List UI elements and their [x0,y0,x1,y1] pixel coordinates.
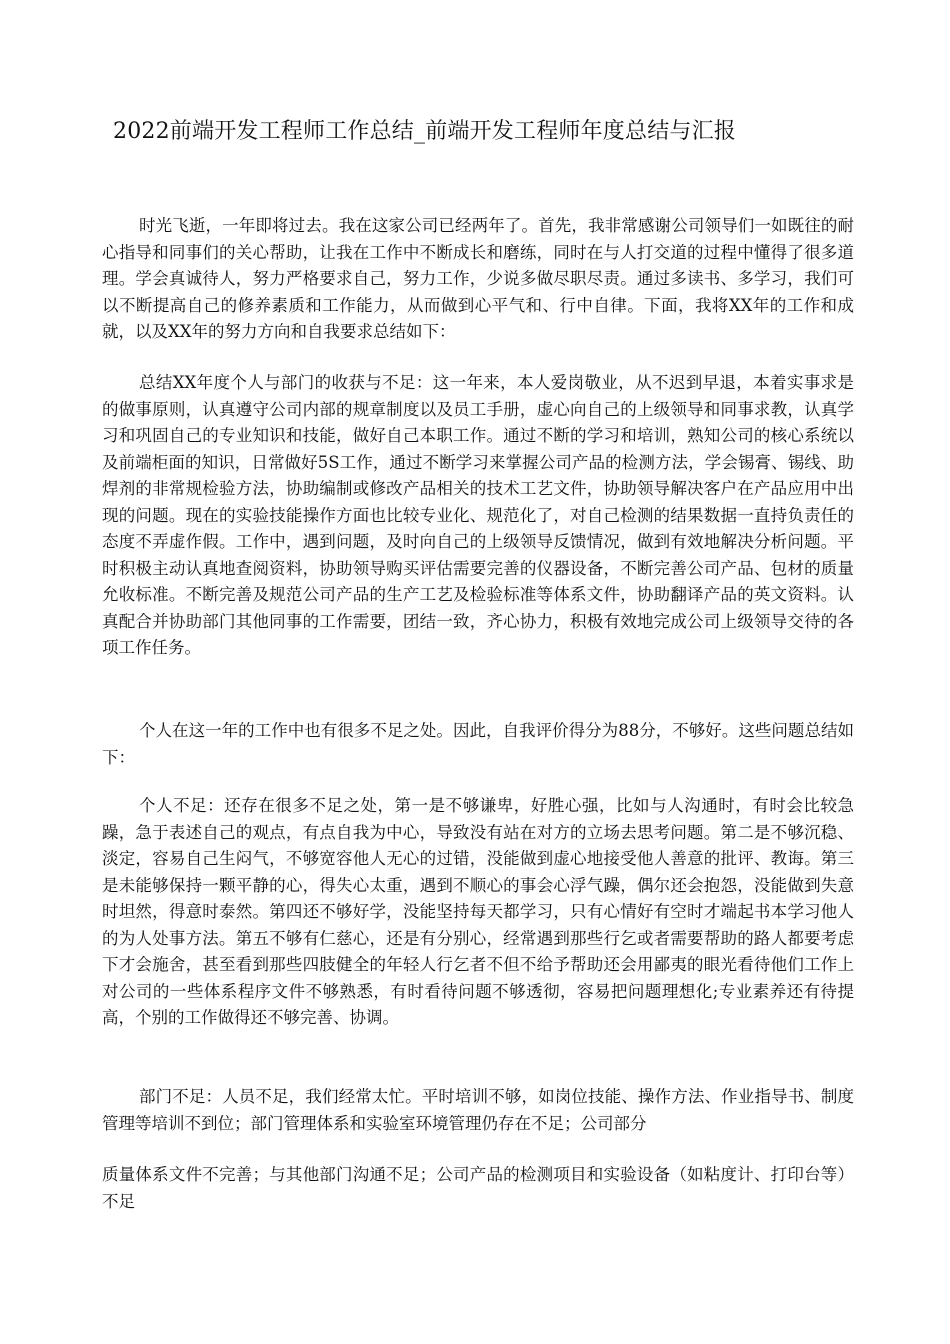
paragraph-department-shortcomings-continued: 质量体系文件不完善；与其他部门沟通不足；公司产品的检测项目和实验设备（如粘度计、打印台等）不足 [102,1165,854,1211]
paragraph-annual-summary: 总结XX年度个人与部门的收获与不足：这一年来，本人爱岗敬业，从不迟到早退，本着实事求是的做事原则，认真遵守公司内部的规章制度以及员工手册，虚心向自己的上级领导和同事求教，认真学习和巩固自己的专业知识和技能，做好自己本职工作。通过不断的学习和培训，熟知公司的核心系统以及前端柜面的知识，日常做好5S工作，通过不断学习来掌握公司产品的检测方法，学会锡膏、锡线、助焊剂的非常规检验方法，协助编制或修改产品相关的技术工艺文件，协助领导解决客户在产品应用中出现的问题。现在的实验技能操作方面也比较专业化、规范化了，对自己检测的结果数据一直持负责任的态度不弄虚作假。工作中，遇到问题，及时向自己的上级领导反馈情况，做到有效地解决分析问题。平时积极主动认真地查阅资料，协助领导购买评估需要完善的仪器设备，不断完善公司产品、包材的质量允收标准。不断完善及规范公司产品的生产工艺及检验标准等体系文件，协助翻译产品的英文资料。认真配合并协助部门其他同事的工作需要，团结一致，齐心协力，积极有效地完成公司上级领导交待的各项工作任务。 [102,373,854,657]
paragraph-intro: 时光飞逝，一年即将过去。我在这家公司已经两年了。首先，我非常感谢公司领导们一如既往的耐心指导和同事们的关心帮助，让我在工作中不断成长和磨练，同时在与人打交道的过程中懂得了很多道理。学会真诚待人，努力严格要求自己，努力工作，少说多做尽职尽责。通过多读书、多学习，我们可以不断提高自己的修养素质和工作能力，从而做到心平气和、行中自律。下面，我将XX年的工作和成就，以及XX年的努力方向和自我要求总结如下： [102,216,854,341]
paragraph-personal-shortcomings: 个人不足：还存在很多不足之处，第一是不够谦卑，好胜心强，比如与人沟通时，有时会比较急躁，急于表述自己的观点，有点自我为中心，导致没有站在对方的立场去思考问题。第二是不够沉稳、淡定，容易自己生闷气，不够宽容他人无心的过错，没能做到虚心地接受他人善意的批评、教诲。第三是未能够保持一颗平静的心，得失心太重，遇到不顺心的事会心浮气躁，偶尔还会抱怨，没能做到失意时坦然，得意时泰然。第四还不够好学，没能坚持每天都学习，只有心情好有空时才端起书本学习他人的为人处事方法。第五不够有仁慈心，还是有分别心，经常遇到那些行乞或者需要帮助的路人都要考虑下才会施舍，甚至看到那些四肢健全的年轻人行乞者不但不给予帮助还会用鄙夷的眼光看待他们工作上对公司的一些体系程序文件不够熟悉，有时看待问题不够透彻，容易把问题理想化;专业素养还有待提高，个别的工作做得还不够完善、协调。 [102,796,854,1027]
document-title: 2022前端开发工程师工作总结_前端开发工程师年度总结与汇报 [113,119,736,144]
paragraph-self-evaluation: 个人在这一年的工作中也有很多不足之处。因此，自我评价得分为88分，不够好。这些问题总结如下： [102,721,854,767]
paragraph-department-shortcomings: 部门不足：人员不足，我们经常太忙。平时培训不够，如岗位技能、操作方法、作业指导书、制度管理等培训不到位；部门管理体系和实验室环境管理仍存在不足；公司部分 [102,1087,854,1133]
